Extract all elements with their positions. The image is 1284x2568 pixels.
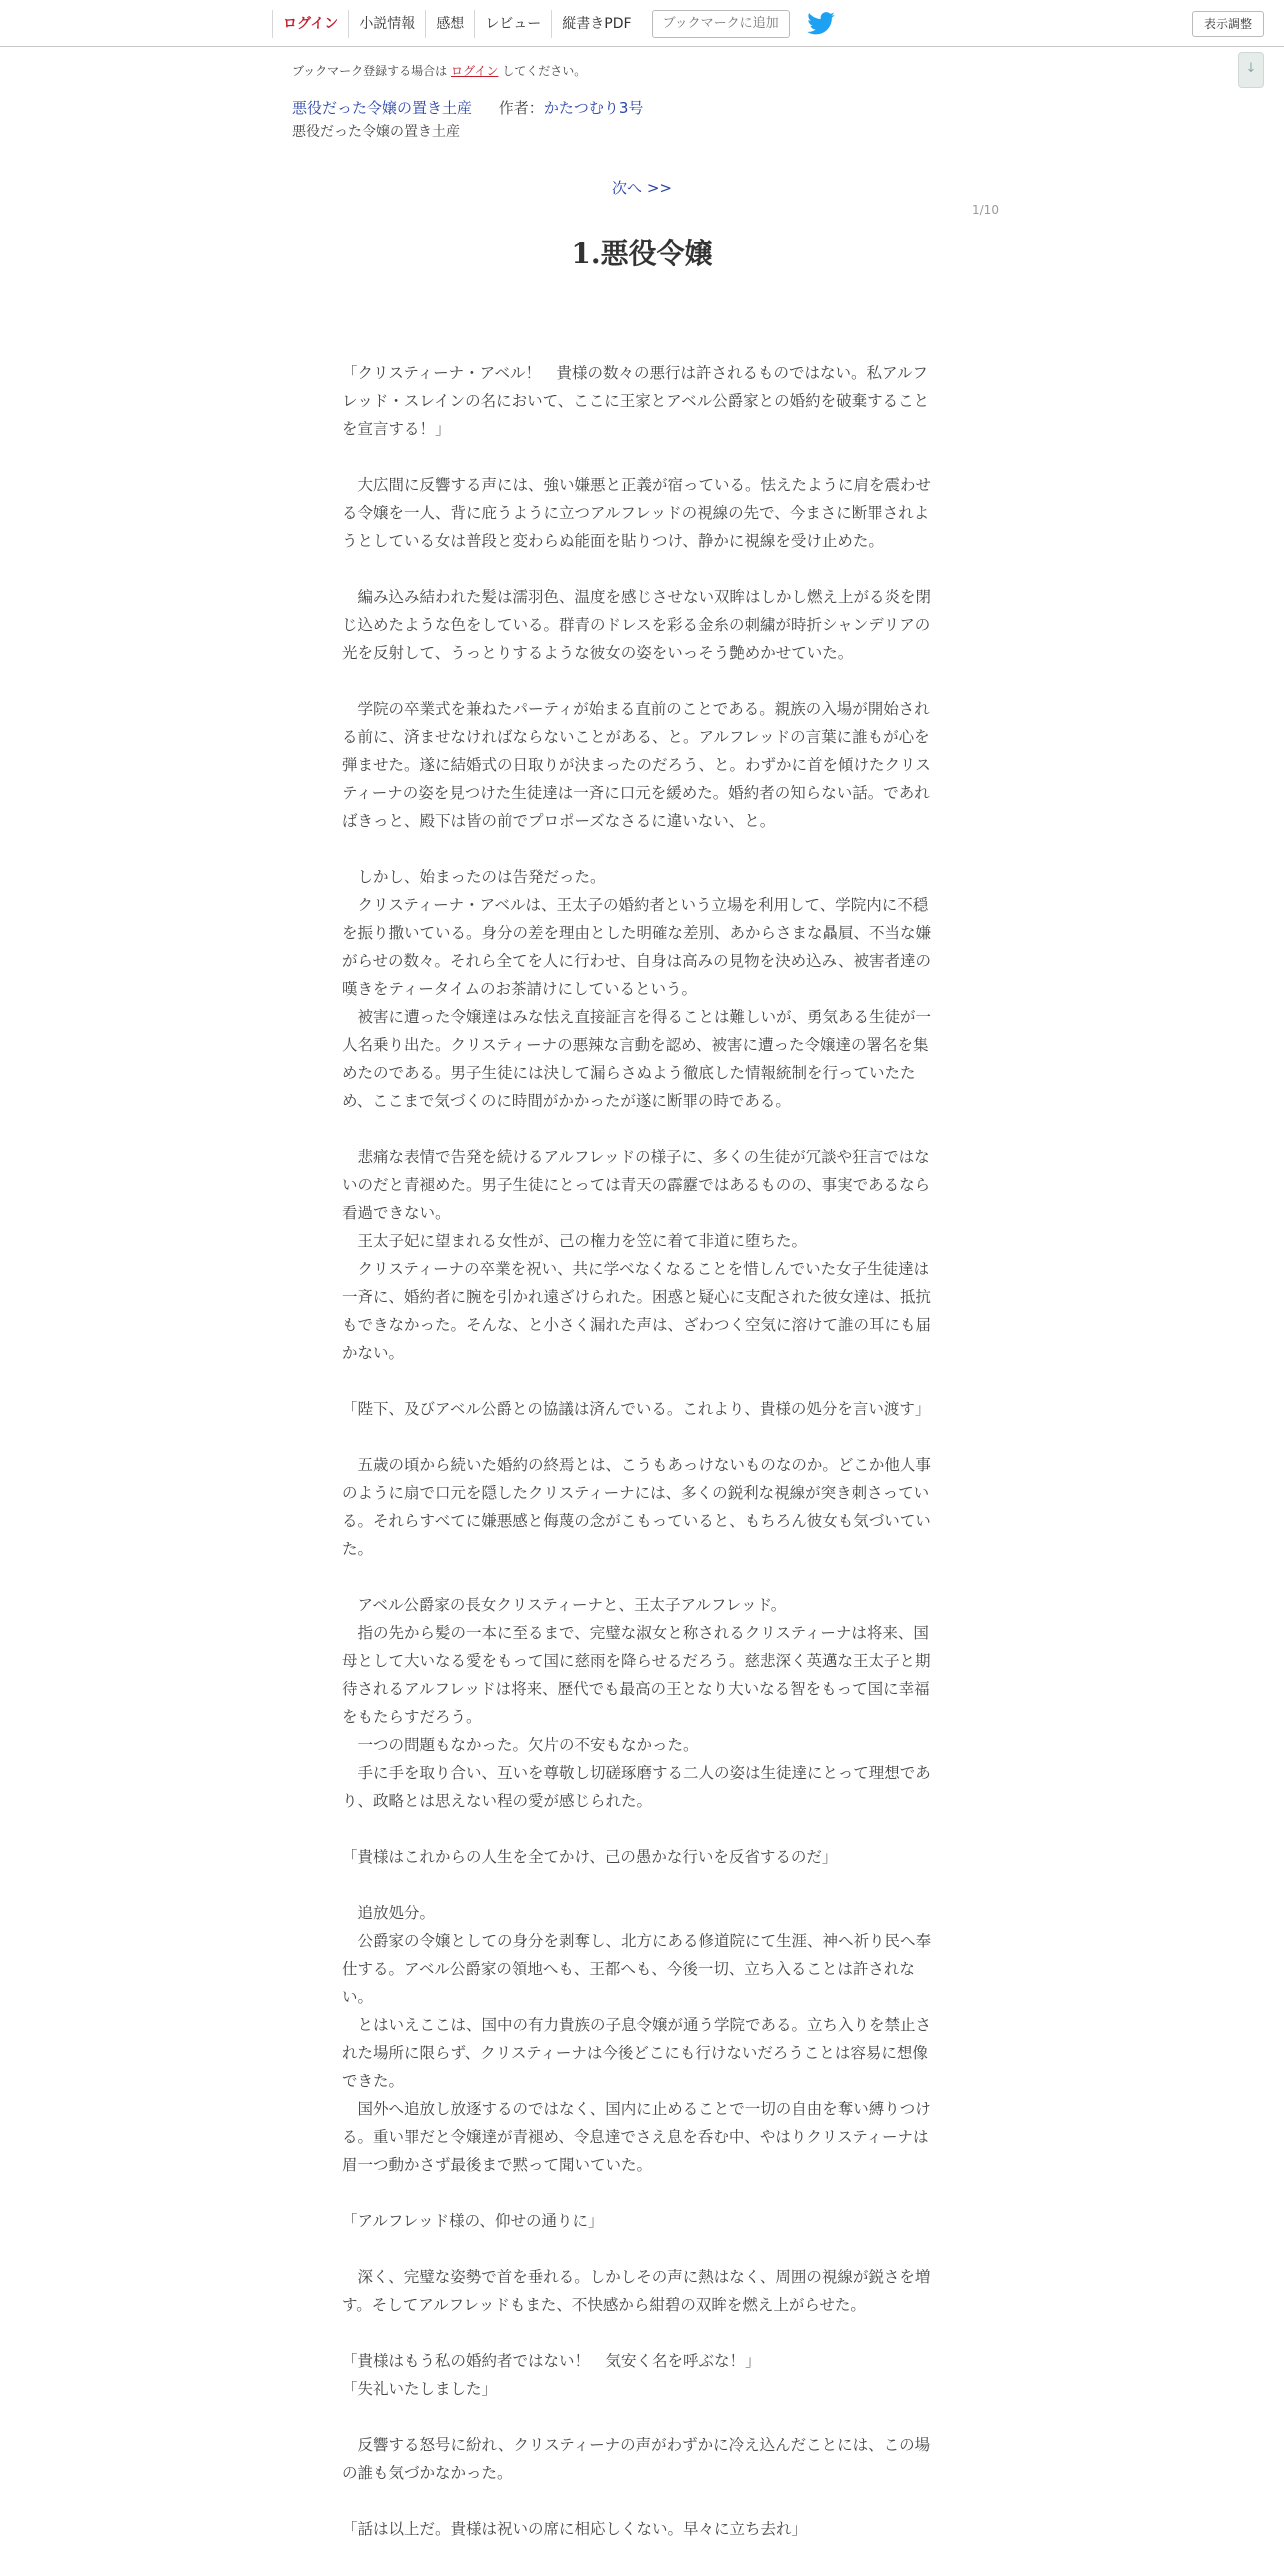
blank-line [342, 1815, 942, 1843]
blank-line [342, 2403, 942, 2431]
page-counter: 1/10 [972, 203, 999, 217]
blank-line [342, 1423, 942, 1451]
novel-paragraph: 国外へ追放し放逐するのではなく、国内に止めることで一切の自由を奪い縛りつける。重い罪だと令嬢達が青褪め、令息達でさえ息を呑む中、やはりクリスティーナは眉一つ動かさず最後まで黙って聞いていた。 [342, 2100, 931, 2174]
novel-paragraph: 「貴様はこれからの人生を全てかけ、己の愚かな行いを反省するのだ」 [342, 1848, 838, 1866]
novel-paragraph: クリスティーナの卒業を祝い、共に学べなくなることを惜しんでいた女子生徒達は一斉に、婚約者に腕を引かれ遠ざけられた。困惑と疑心に支配された彼女達は、抵抗もできなかった。そんな、と小さく漏れた声は、ざわつく空気に溶けて誰の耳にも届かない。 [342, 1260, 932, 1362]
novel-paragraph: クリスティーナ・アベルは、王太子の婚約者という立場を利用して、学院内に不穏を振り撒いている。身分の差を理由とした明確な差別、あからさまな贔屓、不当な嫌がらせの数々。それら全てを人に行わせ、自身は高みの見物を決め込み、被害者達の嘆きをティータイムのお茶請けにしているという。 [342, 896, 932, 998]
next-page-link [0, 177, 1284, 198]
blank-line [342, 1115, 942, 1143]
novel-paragraph: とはいえここは、国中の有力貴族の子息令嬢が通う学院である。立ち入りを禁止された場所に限らず、クリスティーナは今後どこにも行けないだろうことは容易に想像できた。 [342, 2016, 932, 2090]
nav-review-link[interactable]: レビュー [474, 10, 551, 38]
novel-paragraph: 編み込み結われた髪は濡羽色、温度を感じさせない双眸はしかし燃え上がる炎を閉じ込めたような色をしている。群青のドレスを彩る金糸の刺繍が時折シャンデリアの光を反射して、うっとりするような彼女の姿をいっそう艶めかせていた。 [342, 588, 932, 662]
work-info-line [292, 97, 643, 118]
next-page-link-text[interactable]: 次へ >> [612, 179, 672, 197]
author-label: 作者： [498, 99, 544, 117]
blank-line [342, 667, 942, 695]
bookmark-notice-prefix: ブックマーク登録する場合は [292, 64, 448, 78]
work-title-link[interactable]: 悪役だった令嬢の置き土産 [292, 99, 473, 117]
nav-novel-info-link[interactable]: 小説情報 [348, 10, 425, 38]
novel-paragraph: 五歳の頃から続いた婚約の終焉とは、こうもあっけないものなのか。どこか他人事のように扇で口元を隠したクリスティーナには、多くの鋭利な視線が突き刺さっている。それらすべてに嫌悪感と侮蔑の念がこもっていると、もちろん彼女も気づいていた。 [342, 1456, 931, 1558]
bookmark-notice-suffix: してください。 [502, 64, 587, 78]
novel-paragraph: アベル公爵家の長女クリスティーナと、王太子アルフレッド。 [342, 1596, 787, 1614]
novel-paragraph: 「貴様はもう私の婚約者ではない！ 気安く名を呼ぶな！」 [342, 2352, 761, 2370]
novel-paragraph: 「失礼いたしました」 [342, 2380, 498, 2398]
novel-paragraph: 「クリスティーナ・アベル！ 貴様の数々の悪行は許されるものではない。私アルフレッド・スレインの名において、ここに王家とアベル公爵家との婚約を破棄することを宣言する！」 [342, 364, 930, 438]
blank-line [342, 835, 942, 863]
nav-vertical-pdf-link[interactable]: 縦書きPDF [551, 10, 641, 38]
blank-line [342, 1563, 942, 1591]
nav-menu [272, 9, 836, 39]
bookmark-login-link[interactable]: ログイン [451, 64, 499, 78]
add-bookmark-button[interactable]: ブックマークに追加 [652, 10, 790, 38]
novel-paragraph: 追放処分。 [342, 1904, 436, 1922]
top-navbar [0, 0, 1284, 47]
novel-body [342, 359, 942, 2543]
novel-paragraph: 被害に遭った令嬢達はみな怯え直接証言を得ることは難しいが、勇気ある生徒が一人名乗り出た。クリスティーナの悪辣な言動を認め、被害に遭った令嬢達の署名を集めたのである。男子生徒には決して漏らさぬよう徹底した情報統制を行っていたため、ここまで気づくのに時間がかかったが遂に断罪の時である。 [342, 1008, 932, 1110]
display-settings-button[interactable]: 表示調整 [1192, 11, 1264, 37]
novel-paragraph: 指の先から髪の一本に至るまで、完璧な淑女と称されるクリスティーナは将来、国母として大いなる愛をもって国に慈雨を降らせるだろう。慈悲深く英邁な王太子と期待されるアルフレッドは将来、歴代でも最高の王となり大いなる智をもって国に幸福をもたらすだろう。 [342, 1624, 931, 1726]
blank-line [342, 555, 942, 583]
blank-line [342, 2319, 942, 2347]
twitter-bird-icon[interactable] [806, 9, 836, 39]
novel-paragraph: 手に手を取り合い、互いを尊敬し切磋琢磨する二人の姿は生徒達にとって理想であり、政略とは思えない程の愛が感じられた。 [342, 1764, 931, 1810]
novel-paragraph: 「話は以上だ。貴様は祝いの席に相応しくない。早々に立ち去れ」 [342, 2520, 808, 2538]
novel-paragraph: 深く、完璧な姿勢で首を垂れる。しかしその声に熱はなく、周囲の視線が鋭さを増す。そしてアルフレッドもまた、不快感から紺碧の双眸を燃え上がらせた。 [342, 2268, 931, 2314]
novel-paragraph: 大広間に反響する声には、強い嫌悪と正義が宿っている。怯えたように肩を震わせる令嬢を一人、背に庇うように立つアルフレッドの視線の先で、今まさに断罪されようとしている女は普段と変わらぬ能面を貼りつけ、静かに視線を受け止めた。 [342, 476, 932, 550]
nav-login-link[interactable]: ログイン [272, 10, 348, 38]
blank-line [342, 443, 942, 471]
chapter-subtitle: 悪役だった令嬢の置き土産 [292, 124, 460, 140]
blank-line [342, 2179, 942, 2207]
novel-paragraph: 一つの問題もなかった。欠片の不安もなかった。 [342, 1736, 699, 1754]
scroll-down-tab[interactable]: ↓ [1238, 52, 1264, 88]
blank-line [342, 2487, 942, 2515]
novel-paragraph: 王太子妃に望まれる女性が、己の権力を笠に着て非道に堕ちた。 [342, 1232, 808, 1250]
blank-line [342, 1871, 942, 1899]
novel-paragraph: 悲痛な表情で告発を続けるアルフレッドの様子に、多くの生徒が冗談や狂言ではないのだと青褪めた。男子生徒にとっては青天の霹靂ではあるものの、事実であるなら看過できない。 [342, 1148, 931, 1222]
novel-paragraph: 公爵家の令嬢としての身分を剥奪し、北方にある修道院にて生涯、神へ祈り民へ奉仕する。アベル公爵家の領地へも、王都へも、今後一切、立ち入ることは許されない。 [342, 1932, 932, 2006]
nav-impressions-link[interactable]: 感想 [425, 10, 474, 38]
bookmark-notice [292, 62, 586, 79]
novel-paragraph: 学院の卒業式を兼ねたパーティが始まる直前のことである。親族の入場が開始される前に、済ませなければならないことがある、と。アルフレッドの言葉に誰もが心を弾ませた。遂に結婚式の日取りが決まったのだろう、と。わずかに首を傾けたクリスティーナの姿を見つけた生徒達は一斉に口元を緩めた。婚約者の知らない話。であればきっと、殿下は皆の前でプロポーズなさるに違いない、と。 [342, 700, 931, 830]
novel-paragraph: 「陛下、及びアベル公爵との協議は済んでいる。これより、貴様の処分を言い渡す」 [342, 1400, 931, 1418]
author-name-link[interactable]: かたつむり3号 [543, 99, 644, 117]
novel-paragraph: しかし、始まったのは告発だった。 [342, 868, 606, 886]
blank-line [342, 2235, 942, 2263]
novel-paragraph: 「アルフレッド様の、仰せの通りに」 [342, 2212, 604, 2230]
novel-paragraph: 反響する怒号に紛れ、クリスティーナの声がわずかに冷え込んだことには、この場の誰も気づかなかった。 [342, 2436, 931, 2482]
chapter-title: 1.悪役令嬢 [571, 237, 713, 270]
blank-line [342, 1367, 942, 1395]
